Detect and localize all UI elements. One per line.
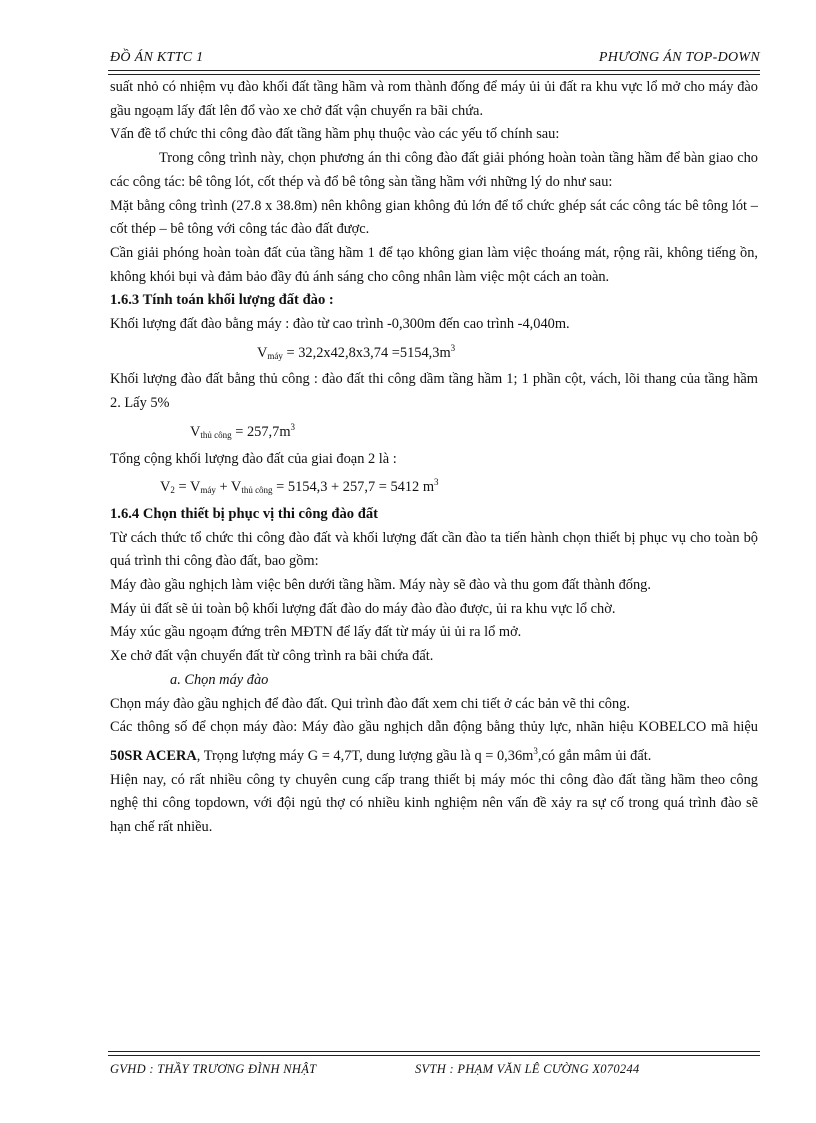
paragraph: Xe chở đất vận chuyển đất từ công trình ra bãi chứa đất.: [110, 648, 434, 665]
formula-part: + V: [215, 479, 242, 496]
paragraph: Trong công trình này, chọn phương án thi công đào đất giải phóng hoàn toàn tầng hầm để bàn giao cho các công tác: bê tông lót, cốt thép và đổ bê tông sàn tầng hầm với những lý do như sau:: [110, 150, 758, 190]
header-left: ĐỒ ÁN KTTC 1: [110, 50, 204, 65]
header-rule: [108, 70, 760, 71]
paragraph: Khối lượng đất đào bằng máy : đào từ cao trình -0,300m đến cao trình -4,040m.: [110, 316, 570, 333]
paragraph: Máy ủi đất sẽ ủi toàn bộ khối lượng đất đào do máy đào đào được, ủi ra khu vực lổ chờ.: [110, 600, 616, 617]
paragraph: Mặt bằng công trình (27.8 x 38.8m) nên không gian không đủ lớn để tổ chức ghép sát các công tác bê tông lót – cốt thép – bê tông với công tác đào đất được.: [110, 197, 758, 238]
paragraph: suất nhỏ có nhiệm vụ đào khối đất tầng hầm và rom thành đống để máy ủi ủi đất ra khu vực lổ mở cho máy đào gầu ngoạm lấy đất lên đổ vào xe chở đất vận chuyển ra bãi chứa.: [110, 79, 758, 119]
formula-sub: thủ công: [241, 485, 273, 496]
text-run: Các thông số để chọn máy đào: Máy đào gầu nghịch dẫn động bằng thủy lực, nhãn hiệu KOBELCO mã hiệu: [110, 719, 758, 736]
paragraph: Vấn đề tổ chức thi công đào đất tầng hầm phụ thuộc vào các yếu tố chính sau:: [110, 126, 560, 143]
formula-v-may: [110, 337, 758, 369]
document-body: [110, 76, 758, 840]
text-run: ,có gắn mâm ủi đất.: [537, 747, 652, 764]
formula-sub: 2: [170, 485, 175, 496]
formula-expr: = 32,2x42,8x3,74 =5154,3m: [282, 344, 451, 361]
paragraph: Hiện nay, có rất nhiều công ty chuyên cung cấp trang thiết bị máy móc thi công đào đất tầng hầm theo công nghệ thi công topdown, với đội ngủ thợ có nhiều kinh nghiệm nên vấn đề xảy ra sự cố trong quá trình đào sẽ hạn chế rất nhiều.: [110, 771, 758, 836]
paragraph: Chọn máy đào gầu nghịch để đào đất. Qui trình đào đất xem chi tiết ở các bản vẽ thi công.: [110, 695, 630, 712]
formula-sub: máy: [267, 350, 283, 361]
paragraph: Máy đào gầu nghịch làm việc bên dưới tầng hầm. Máy này sẽ đào và thu gom đất thành đống.: [110, 577, 651, 594]
formula-part: = 5154,3 + 257,7 = 5412 m: [272, 479, 435, 496]
formula-expr: = 257,7m: [231, 423, 291, 440]
page-header: [110, 50, 760, 66]
formula-sup: 3: [450, 342, 456, 353]
section-heading-1-6-4: 1.6.4 Chọn thiết bị phục vị thi công đào đất: [110, 505, 379, 522]
paragraph: [110, 716, 758, 768]
formula-sub: máy: [200, 485, 216, 496]
header-rule-double: [108, 74, 760, 75]
formula-var: V: [257, 344, 268, 361]
formula-v2-total: [110, 471, 758, 503]
footer-advisor: GVHD : THẦY TRƯƠNG ĐÌNH NHẬT: [110, 1062, 317, 1076]
text-run: , Trọng lượng máy G = 4,7T, dung lượng gầu là q = 0,36m: [196, 747, 534, 764]
paragraph: Tổng cộng khối lượng đào đất của giai đoạn 2 là :: [110, 450, 397, 467]
footer-student: SVTH : PHẠM VĂN LÊ CƯỜNG X070244: [415, 1062, 640, 1076]
footer-rule: [108, 1051, 760, 1052]
formula-part: = V: [174, 479, 201, 496]
formula-sub: thủ công: [200, 429, 232, 440]
formula-var: V: [160, 479, 171, 496]
subsection-heading-a: a. Chọn máy đào: [170, 671, 269, 688]
header-right: PHƯƠNG ÁN TOP-DOWN: [598, 50, 760, 65]
model-name: 50SR ACERA: [110, 747, 197, 764]
formula-v-thu-cong: [110, 416, 758, 448]
formula-sup: 3: [434, 477, 439, 488]
paragraph: Máy xúc gầu ngoạm đứng trên MĐTN để lấy đất từ máy ủi ủi ra lổ mở.: [110, 624, 522, 641]
paragraph: Cần giải phóng hoàn toàn đất của tầng hầm 1 để tạo không gian làm việc thoáng mát, rộng rãi, không tiếng ồn, không khói bụi và đảm bảo đầy đủ ánh sáng cho công nhân làm việc một cách an toàn.: [110, 244, 758, 285]
formula-sup: 3: [290, 421, 296, 432]
footer-rule-double: [108, 1055, 760, 1056]
superscript: 3: [533, 745, 538, 756]
paragraph: Từ cách thức tổ chức thi công đào đất và khối lượng đất cần đào ta tiến hành chọn thiết bị phục vụ cho toàn bộ quá trình thi công đào đất, bao gồm:: [110, 529, 758, 570]
paragraph: Khối lượng đào đất bằng thủ công : đào đất thi công dầm tầng hầm 1; 1 phần cột, vách, lõi thang của tầng hầm 2. Lấy 5%: [110, 371, 758, 412]
section-heading-1-6-3: 1.6.3 Tính toán khối lượng đất đào :: [110, 292, 334, 309]
formula-var: V: [190, 423, 201, 440]
